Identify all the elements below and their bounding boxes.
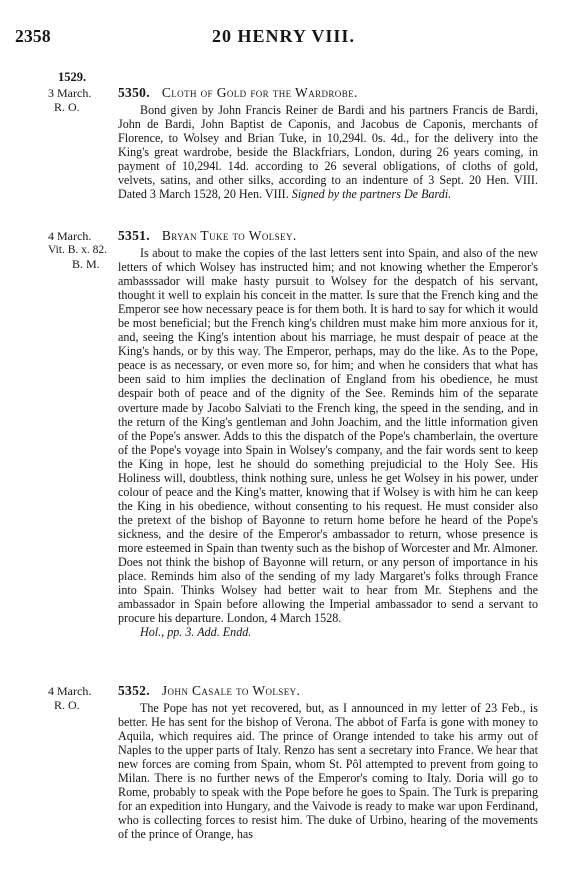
entry-heading bbox=[118, 85, 358, 101]
entry-date: 4 March. bbox=[48, 229, 92, 243]
entry-heading bbox=[118, 228, 297, 244]
entry-date: 3 March. bbox=[48, 86, 92, 100]
running-head: 20 HENRY VIII. bbox=[212, 26, 355, 46]
entry-reference: Vit. B. x. 82. bbox=[48, 244, 108, 256]
entry-margin-date bbox=[48, 86, 110, 114]
entry-reference-2: B. M. bbox=[72, 257, 100, 271]
entry-body bbox=[118, 246, 538, 639]
page-number: 2358 bbox=[15, 26, 51, 46]
entry-note: Signed by the partners De Bardi. bbox=[291, 187, 452, 202]
entry-reference: R. O. bbox=[54, 698, 80, 712]
entry-title: John Casale to Wolsey. bbox=[161, 683, 301, 698]
entry-reference: R. O. bbox=[54, 100, 80, 114]
entry-date: 4 March. bbox=[48, 684, 92, 698]
entry-number: 5350. bbox=[118, 85, 150, 100]
entry-body bbox=[118, 701, 538, 841]
entry-number: 5352. bbox=[118, 683, 150, 698]
entry-year: 1529. bbox=[58, 70, 87, 84]
entry-text: Is about to make the copies of the last letters sent into Spain, and also of the new letters of which Wolsey has instructed him; and not knowing whether the Emperor's ambasssador will make hasty pursuit to Wolsey for the despatch of his servant, thought it well to explain his conceit in the matter. Is sure that the French king and the Emperor see how necessary peace is for them both. It is hard to say for which it would be most beneficial; but the French king's children must make him more anxious for it, and, seeing the King's intention about his marriage, he must despair of peace at the King's hands, or by this way. The Emperor, perhaps, may do the like. As to the Pope, peace is as necessary, or even more so, for him; and when he considers that what has been said to him implies the declination of England from his obedience, he must despair both of peace and of the dignity of the See. Reminds him of the separate overture made by Jacobo Salviati to the French king, the speed in the sending, and in the return of the King's gentleman and John Joachim, and the little information given of the Pope's answer. Adds to this the dispatch of the Pope's chamberlain, the overture of the Pope's voyage into Spain in Wolsey's company, and the fair words sent to keep the King in hope, lest he should do something prejudicial to the Holy See. His Holiness will, doubtless, think nothing sure, unless he get Wolsey in his power, under colour of peace and the King's matter, knowing that if Wolsey is with him he can keep the King in his obedience, without consenting to his request. He must consider also the pretext of the bishop of Bayonne to return home before he heard of the Pope's sickness, and the desire of the Emperor's ambassador to return, whose presence is more esteemed in Spain than twenty such as the bishop of Worcester and Mr. Almoner. Does not think the bishop of Bayonne will return, or any person of importance in his place. Reminds him also of the sending of my lady Margaret's folks through France into Spain. Thinks Wolsey had better wait to hear from Mr. Stephens and the ambassador in Spain before allowing the Imperial ambassador to send a servant to procure his departure. London, 4 March 1528. bbox=[118, 246, 538, 626]
entry-text: Bond given by John Francis Reiner de Bardi and his partners Francis de Bardi, John de Bardi, John Baptist de Caponis, and Jacobus de Caponis, merchants of Florence, to Wolsey and Brian Tuke, in 10,294l. 0s. 4d., for the delivery into the King's great wardrobe, beside the Blackfriars, London, during 26 years coming, in payment of 10,294l. 14d. according to 26 several obligations, of cloths of gold, velvets, satins, and other silks, according to an indenture of 3 Sept. 20 Hen. VIII. Dated 3 March 1528, 20 Hen. VIII. bbox=[118, 103, 538, 202]
page-header bbox=[0, 26, 567, 48]
entry-margin-date bbox=[48, 229, 110, 271]
entry-body bbox=[118, 103, 538, 201]
entry-text: The Pope has not yet recovered, but, as I announced in my letter of 23 Feb., is better. He has sent for the bishop of Verona. The abbot of Farfa is gone with money to Aquila, which requires aid. The prince of Orange intended to take his army out of Naples to the upper parts of Italy. Renzo has sent a secretary into France. We hear that new forces are coming from Spain, whom St. Pôl attempted to prevent from going to Milan. There is no further news of the Emperor's coming to Italy. Doria will go to Rome, probably to speak with the Pope before he goes to Spain. The Turk is preparing for an expedition into Hungary, and the Vaivode is ready to make war upon Ferdinand, who is collecting forces to resist him. The duke of Urbino, hearing of the movements of the prince of Orange, has bbox=[118, 701, 538, 842]
entry-heading bbox=[118, 683, 300, 699]
entry-title: Bryan Tuke to Wolsey. bbox=[161, 228, 297, 243]
entry-number: 5351. bbox=[118, 228, 150, 243]
entry-note: Hol., pp. 3. Add. Endd. bbox=[140, 625, 252, 640]
entry-margin-date bbox=[48, 684, 110, 712]
entry-title: Cloth of Gold for the Wardrobe. bbox=[161, 85, 358, 100]
